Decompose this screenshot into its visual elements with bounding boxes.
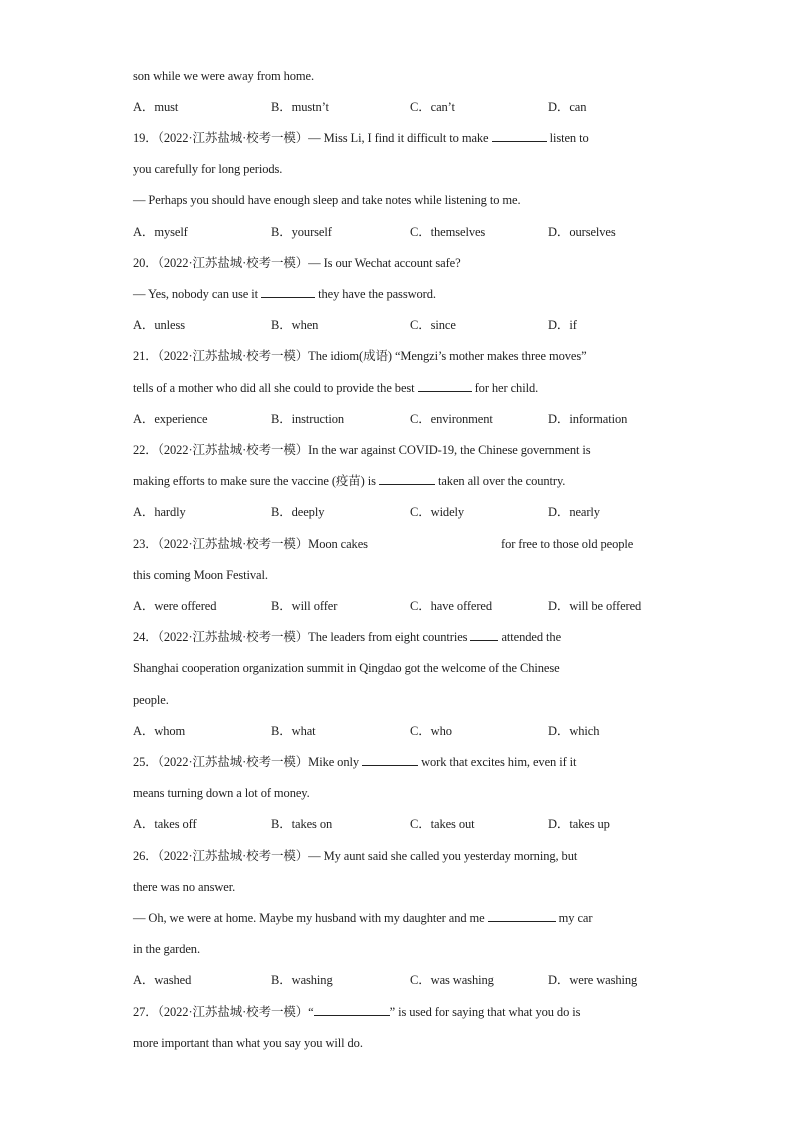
answer-blank [488,910,556,922]
question-25-stem [133,754,576,770]
option-d: D．if [548,318,577,332]
option-d: D．ourselves [548,225,616,239]
question-23-stem: 23．（2022·江苏盐城·校考一模）Moon cakes [133,537,368,551]
answer-blank [492,130,547,142]
option-a: A．experience [133,412,208,426]
question-25-text-line2: means turning down a lot of money. [133,786,310,800]
option-c: C．environment [410,412,493,426]
option-b: B．when [271,318,319,332]
option-a: A．hardly [133,505,186,519]
option-b: B．instruction [271,412,345,426]
question-24-text-end: attended the [501,630,562,644]
question-22-text: making efforts to make sure the vaccine (疫苗) is [133,474,376,488]
option-d: D．can [548,100,587,114]
question-24-text-line3: people. [133,693,169,707]
option-c: C．can’t [410,100,455,114]
option-a: A．washed [133,973,192,987]
option-a: A．must [133,100,179,114]
option-b: B．deeply [271,505,325,519]
question-22-text-line2 [133,473,565,489]
option-d: D．will be offered [548,599,642,613]
question-20-text: — Yes, nobody can use it [133,287,259,301]
question-text: son while we were away from home. [133,69,315,83]
option-b: B．mustn’t [271,100,329,114]
question-20-stem: 20．（2022·江苏盐城·校考一模）— Is our Wechat account safe? [133,256,461,270]
option-c: C．themselves [410,225,486,239]
question-23-text-end: for free to those old people [501,537,634,551]
option-b: B．yourself [271,225,332,239]
question-26-text-line4: in the garden. [133,942,200,956]
question-19-stem [133,130,589,146]
question-27-stem [133,1004,580,1020]
question-21-text-line2 [133,380,538,396]
option-d: D．nearly [548,505,600,519]
option-c: C．widely [410,505,465,519]
question-26-text: — Oh, we were at home. Maybe my husband with my daughter and me [133,911,485,925]
answer-blank [418,380,472,392]
question-19-text-line2: you carefully for long periods. [133,162,283,176]
question-24-stem [133,629,561,645]
question-24-text: 24．（2022·江苏盐城·校考一模）The leaders from eight countries [133,630,468,644]
question-27-text-line2: more important than what you say you will do. [133,1036,363,1050]
answer-blank [379,473,435,485]
option-a: A．takes off [133,817,197,831]
option-c: C．takes out [410,817,475,831]
answer-blank [470,629,498,641]
question-26-text-line2: there was no answer. [133,880,236,894]
question-22-text-end: taken all over the country. [437,474,566,488]
option-a: A．unless [133,318,185,332]
option-c: C．who [410,724,452,738]
question-25-text: 25．（2022·江苏盐城·校考一模）Mike only [133,755,360,769]
question-21-text-end: for her child. [474,381,539,395]
answer-blank [314,1004,390,1016]
question-26-stem: 26．（2022·江苏盐城·校考一模）— My aunt said she called you yesterday morning, but [133,849,578,863]
question-27-text: 27．（2022·江苏盐城·校考一模）“ [133,1005,314,1019]
question-19-text: 19．（2022·江苏盐城·校考一模）— Miss Li, I find it difficult to make [133,131,489,145]
question-21-stem: 21．（2022·江苏盐城·校考一模）The idiom(成语) “Mengzi’s mother makes three moves” [133,349,587,363]
option-d: D．were washing [548,973,638,987]
question-22-stem: 22．（2022·江苏盐城·校考一模）In the war against COVID-19, the Chinese government is [133,443,591,457]
option-d: D．takes up [548,817,610,831]
answer-blank [362,754,418,766]
option-c: C．since [410,318,456,332]
question-19-dialogue: — Perhaps you should have enough sleep and take notes while listening to me. [133,193,521,207]
option-c: C．was washing [410,973,494,987]
answer-blank [261,286,315,298]
option-d: D．information [548,412,628,426]
question-27-text-end: ” is used for saying that what you do is [389,1005,581,1019]
question-20-dialogue [133,286,436,302]
option-a: A．whom [133,724,186,738]
question-24-text-line2: Shanghai cooperation organization summit in Qingdao got the welcome of the Chinese [133,661,560,675]
option-b: B．takes on [271,817,333,831]
question-21-text: tells of a mother who did all she could to provide the best [133,381,415,395]
option-c: C．have offered [410,599,493,613]
option-b: B．what [271,724,316,738]
option-b: B．will offer [271,599,338,613]
option-a: A．were offered [133,599,217,613]
question-26-text-end: my car [558,911,593,925]
option-d: D．which [548,724,600,738]
question-26-dialogue [133,910,592,926]
option-b: B．washing [271,973,333,987]
question-20-text-end: they have the password. [318,287,436,301]
question-19-text-end: listen to [549,131,589,145]
question-23-text-line2: this coming Moon Festival. [133,568,268,582]
option-a: A．myself [133,225,188,239]
question-25-text-end: work that excites him, even if it [421,755,577,769]
